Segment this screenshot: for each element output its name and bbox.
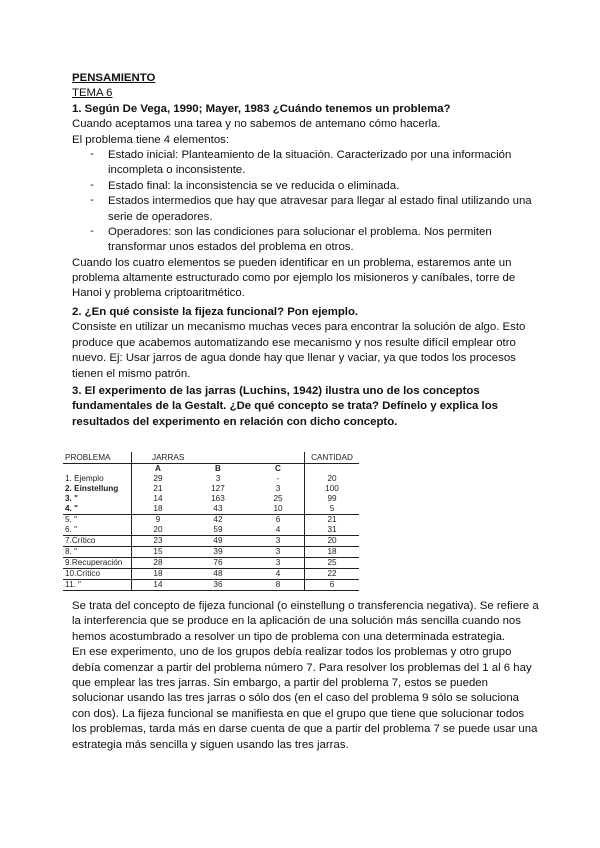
table-cell: 49 (184, 536, 252, 547)
table-cell: 163 (211, 494, 225, 503)
table-cell: 100 (305, 484, 360, 494)
paragraph-line: produce que acabemos automatizando ese mecanismo y nos resulte difícil emplear otro (72, 336, 516, 349)
list-item-line: Estado final: la inconsistencia se ve reducida o eliminada. (108, 179, 400, 192)
table-header: JARRAS (132, 452, 305, 464)
table-cell: 15 (132, 547, 184, 558)
table-subheader: C (275, 464, 281, 473)
bullet-dash-icon: - (90, 147, 94, 160)
table-cell: 6. " (63, 525, 132, 536)
bullet-dash-icon: - (90, 178, 94, 191)
table-cell: 76 (184, 558, 252, 569)
table-cell: 14 (153, 494, 163, 503)
table-cell: - (276, 474, 280, 483)
table-cell: 6 (305, 580, 360, 591)
table-cell: 1. Ejemplo (63, 474, 132, 484)
table-header: PROBLEMA (63, 452, 132, 464)
question-1-heading: 1. Según De Vega, 1990; Mayer, 1983 ¿Cuándo tenemos un problema? (72, 102, 451, 115)
table-cell: 14 (132, 580, 184, 591)
list-item-line: Operadores: son las condiciones para solucionar el problema. Nos permiten (108, 225, 492, 238)
paragraph-line: los problemas, tarda más en darse cuenta de que a partir del problema 7 se puede usar una (72, 723, 538, 736)
list-item-line: transformar unos estados del problema en otros. (108, 241, 354, 254)
table-row (63, 504, 359, 515)
paragraph-line: hemos acostumbrado a resolver un tipo de problema con una determinada estrategia. (72, 630, 506, 643)
question-3-heading-line: 3. El experimento de las jarras (Luchins, 1942) ilustra uno de los conceptos (72, 385, 480, 397)
table-cell: 6 (275, 515, 281, 524)
list-item (72, 179, 542, 194)
paragraph-line: tienen el mismo patrón. (72, 367, 191, 380)
table-cell: 20 (305, 474, 360, 484)
table-cell: 48 (184, 569, 252, 580)
table-row (63, 484, 359, 494)
table-cell: 3 (275, 484, 281, 493)
table-cell: 18 (132, 569, 184, 580)
table-cell: 3 (252, 558, 305, 569)
list-item (72, 194, 542, 225)
bullet-dash-icon: - (90, 224, 94, 237)
paragraph-line: que emplear las tres jarras. Sin embargo, a partir del problema 7, estos se pueden (72, 676, 488, 689)
table-row (63, 494, 359, 504)
list-item-line: serie de operadores. (108, 210, 213, 223)
table-subheader: B (215, 464, 221, 473)
table-row (63, 525, 359, 536)
table-cell: 39 (184, 547, 252, 558)
table-cell: 59 (184, 525, 252, 536)
table-header: CANTIDAD (305, 452, 360, 464)
table-cell: 99 (305, 494, 360, 504)
paragraph-line: El problema tiene 4 elementos: (72, 133, 230, 146)
paragraph-line: estrategia más sencilla y siguen usando las tres jarras. (72, 738, 349, 751)
paragraph-line: con dos). La fijeza funcional se manifiesta en que el grupo que tiene que solucionar todos (72, 707, 525, 720)
paragraph-line: En ese experimento, uno de los grupos debía realizar todos los problemas y otro grupo (72, 646, 512, 659)
paragraph-line: Se trata del concepto de fijeza funcional (o einstellung o transferencia negativa). Se refiere a (72, 600, 539, 612)
table-cell: 9 (155, 515, 161, 524)
table-cell: 3 (252, 547, 305, 558)
document-title: PENSAMIENTO (72, 72, 156, 84)
list-item-line: incompleta o inconsistente. (108, 164, 246, 177)
section-3-body (72, 599, 542, 753)
table-row (63, 580, 359, 591)
table-cell: 29 (153, 474, 163, 483)
table-cell: 10.Crítico (63, 569, 132, 580)
question-3-heading-line: resultados del experimento en relación con dicho concepto. (72, 415, 398, 428)
table-cell: 18 (305, 547, 360, 558)
table-row (63, 474, 359, 484)
paragraph-line: la interferencia que se produce en la aplicación de una solución más sencilla cuando nos (72, 615, 521, 628)
table-cell: 42 (213, 515, 223, 524)
table-row (63, 536, 359, 547)
table-cell: 25 (273, 494, 283, 503)
table-cell: 21 (153, 484, 163, 493)
table-cell: 20 (132, 525, 184, 536)
table-cell: 7.Crítico (63, 536, 132, 547)
table-cell: 31 (305, 525, 360, 536)
table-cell: 25 (305, 558, 360, 569)
section-3-heading (72, 384, 542, 430)
section-2 (72, 305, 542, 382)
paragraph-line: Hanoi y problema criptoaritmético. (72, 287, 245, 300)
table-cell: 3 (215, 474, 221, 483)
table-cell: 3. " (63, 494, 132, 504)
table-cell: 8 (252, 580, 305, 591)
paragraph-line: Consiste en utilizar un mecanismo muchas veces para encontrar la solución de algo. Esto (72, 321, 526, 334)
paragraph-line: Cuando aceptamos una tarea y no sabemos de antemano cómo hacerla. (72, 118, 441, 131)
table-cell: 127 (211, 484, 225, 493)
table-cell: 5 (305, 504, 360, 515)
jarras-table (63, 452, 359, 591)
table-cell: 10 (252, 504, 305, 515)
table-row (63, 558, 359, 569)
list-item (72, 148, 542, 179)
paragraph-line: nuevo. Ej: Usar jarros de agua donde hay que llenar y vaciar, ya que todos los procesos (72, 352, 516, 365)
table-subheader: A (155, 464, 161, 473)
bullet-dash-icon: - (90, 194, 94, 207)
list-item-line: Estado inicial: Planteamiento de la situación. Caracterizado por una información (108, 148, 512, 161)
table-cell: 4. " (63, 504, 132, 515)
table-cell: 43 (184, 504, 252, 515)
table-cell: 21 (305, 515, 360, 526)
paragraph-line: Cuando los cuatro elementos se pueden identificar en un problema, estaremos ante un (72, 256, 512, 269)
table-cell: 4 (252, 569, 305, 580)
table-cell: 22 (305, 569, 360, 580)
question-3-heading-line: fundamentales de la Gestalt. ¿De qué concepto se trata? Defínelo y explica los (72, 400, 499, 413)
table-row (63, 569, 359, 580)
table-cell: 5. " (63, 515, 132, 526)
paragraph-line: problema altamente estructurado como por ejemplo los misioneros y caníbales, torre de (72, 272, 516, 285)
table-row (63, 515, 359, 526)
paragraph-line: solucionar usando las tres jarras o sólo dos (en el caso del problema 9 sólo se soluciona (72, 692, 520, 705)
table-cell: 3 (252, 536, 305, 547)
table-row (63, 547, 359, 558)
table-cell: 23 (132, 536, 184, 547)
table-cell: 20 (305, 536, 360, 547)
section-1 (72, 71, 542, 302)
question-2-heading: 2. ¿En qué consiste la fijeza funcional? Pon ejemplo. (72, 306, 359, 318)
table-cell: 11. " (63, 580, 132, 591)
list-item (72, 225, 542, 256)
table-cell: 36 (184, 580, 252, 591)
table-cell: 18 (132, 504, 184, 515)
table-cell: 8. " (63, 547, 132, 558)
paragraph-line: debía comenzar a partir del problema número 7. Para resolver los problemas del 1 al 6 hay (72, 661, 532, 674)
table-cell: 28 (132, 558, 184, 569)
list-item-line: Estados intermedios que hay que atravesar para llegar al estado final utilizando una (108, 195, 532, 208)
table-cell: 9.Recuperación (63, 558, 132, 569)
table-cell: 2. Einstellung (63, 484, 132, 494)
document-subtitle: TEMA 6 (72, 87, 113, 100)
table-cell: 4 (252, 525, 305, 536)
